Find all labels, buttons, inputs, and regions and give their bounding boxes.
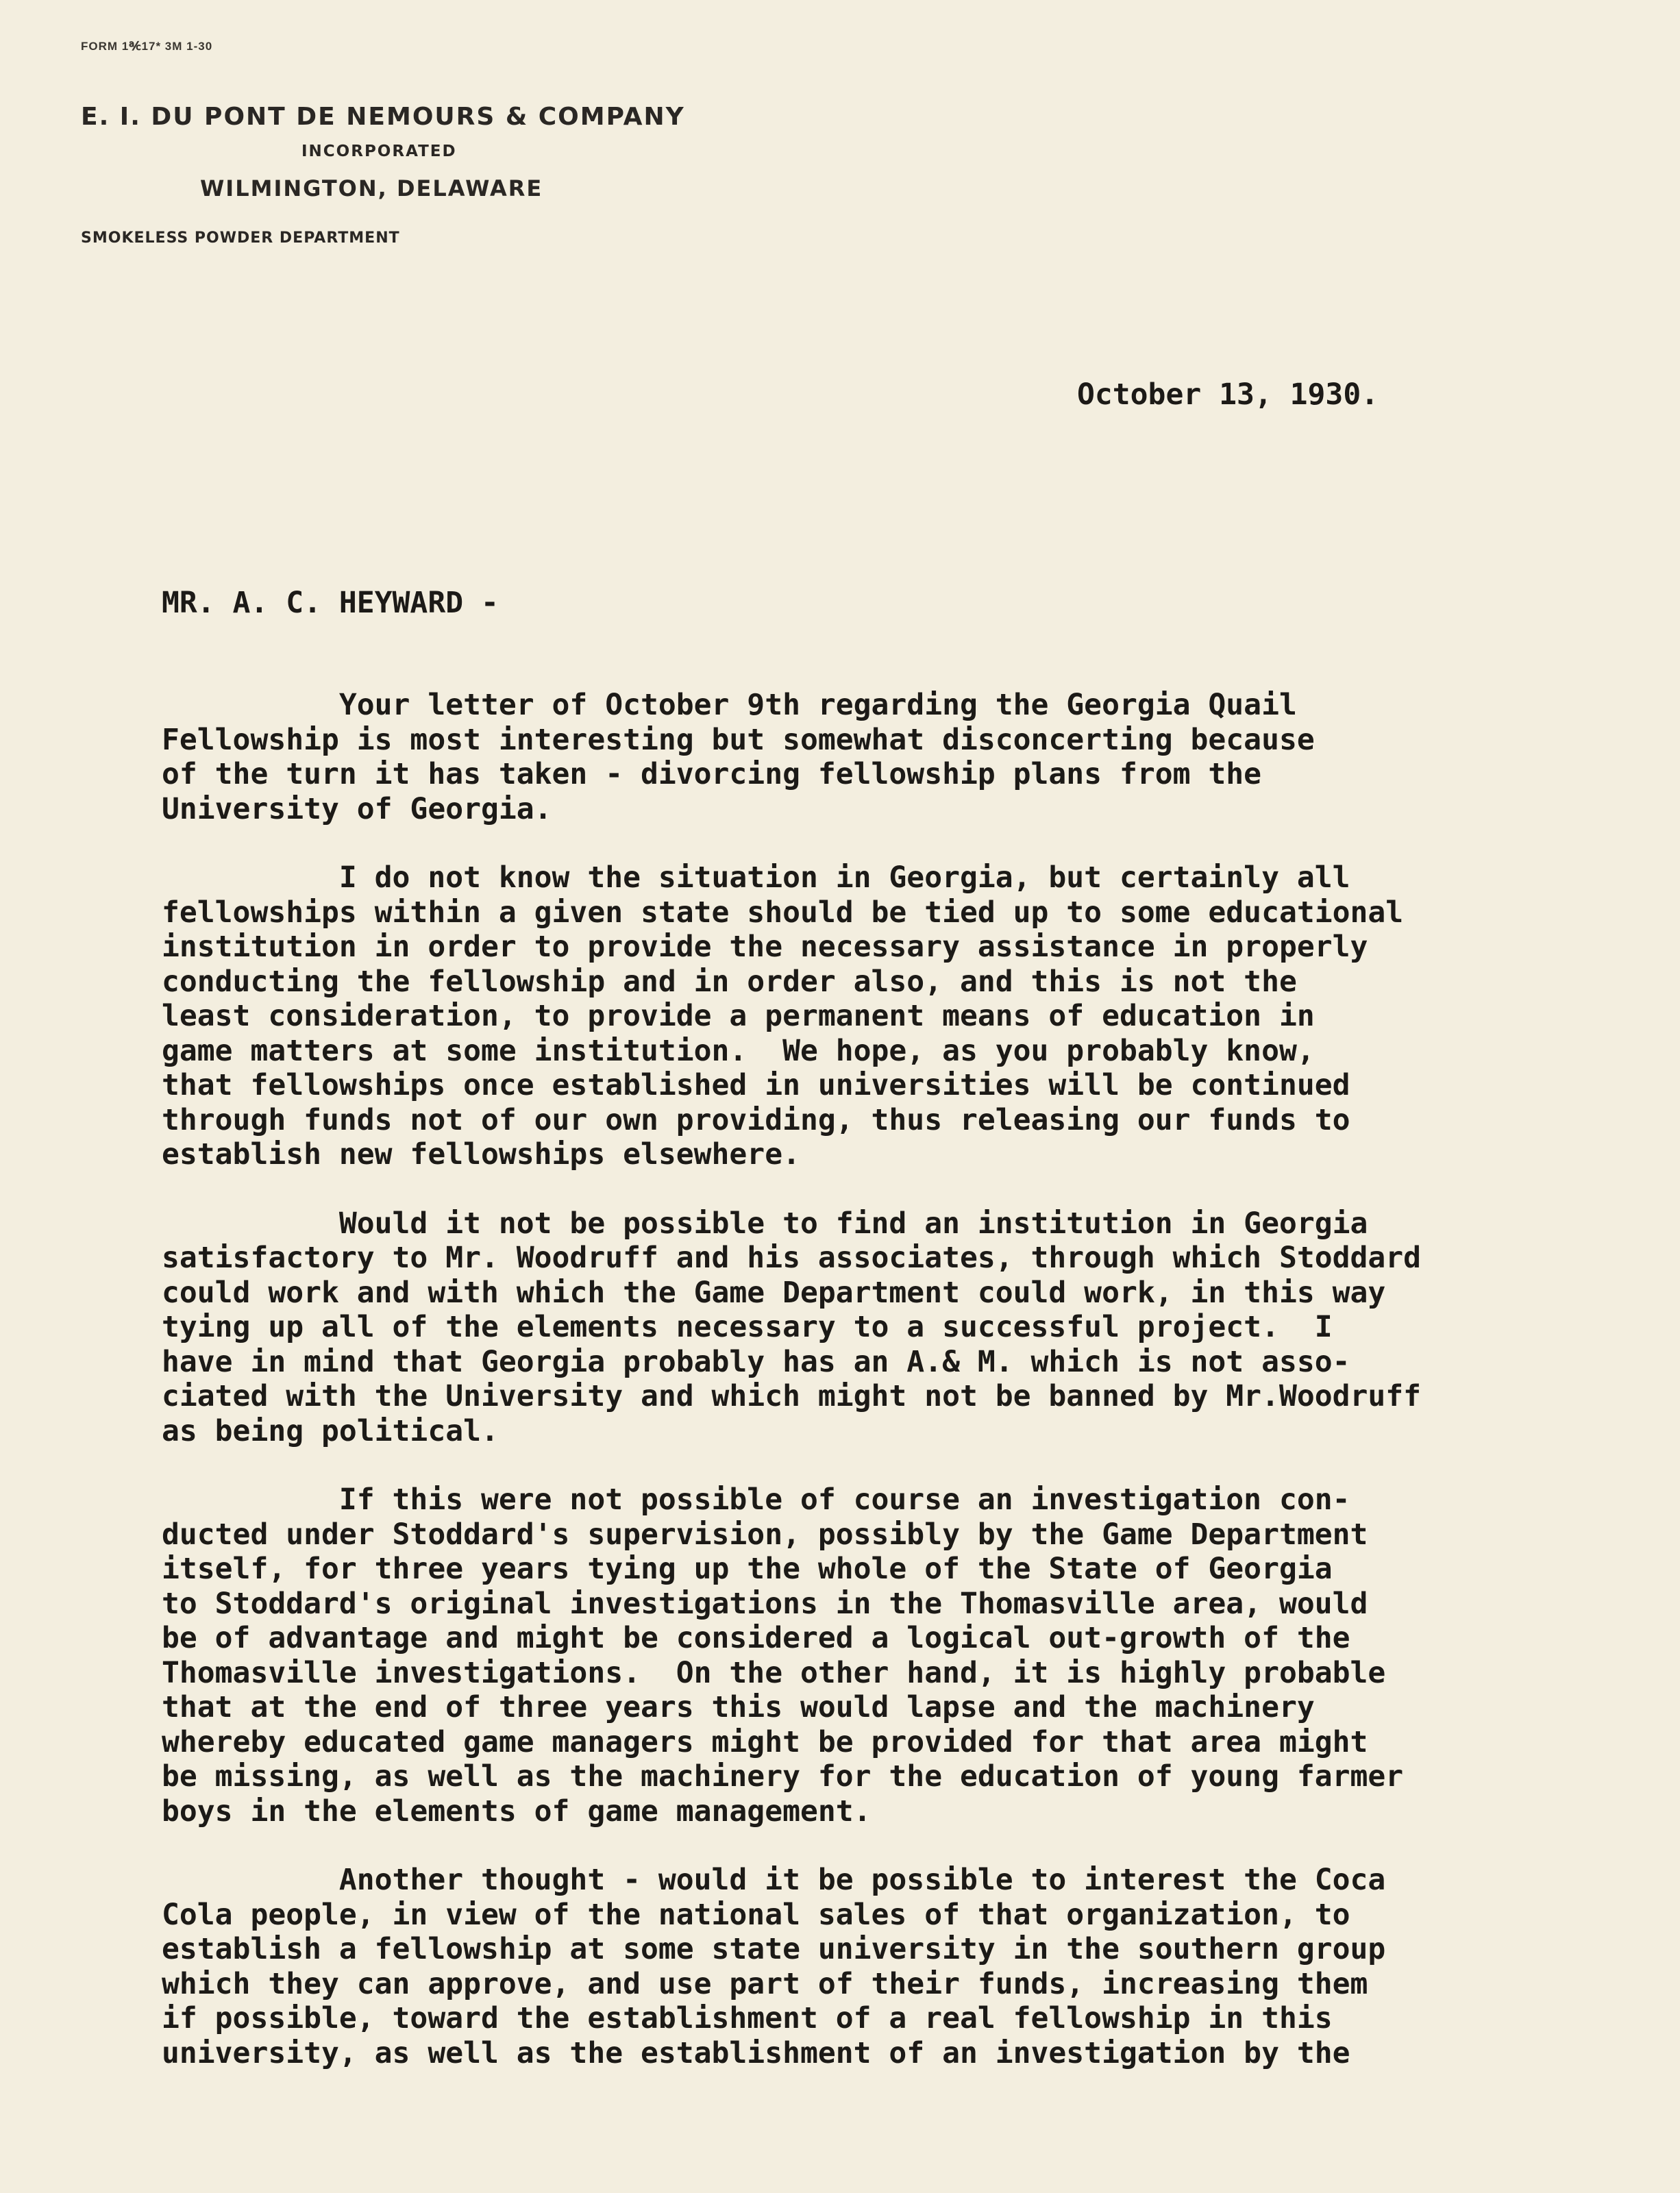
paragraph — [162, 1206, 1635, 1449]
text-line: which they can approve, and use part of their funds, increasing them — [162, 1966, 1368, 2001]
text-line: satisfactory to Mr. Woodruff and his associates, through which Stoddard — [162, 1241, 1422, 1275]
text-line: fellowships within a given state should be tied up to some educational — [162, 895, 1404, 930]
paragraph — [162, 1483, 1635, 1829]
text-line: establish new fellowships elsewhere. — [162, 1137, 800, 1172]
text-line: game matters at some institution. We hope, as you probably know, — [162, 1033, 1315, 1068]
letterhead-department: SMOKELESS POWDER DEPARTMENT — [81, 230, 400, 247]
text-line: establish a fellowship at some state university in the southern group — [162, 1932, 1386, 1966]
text-line: Another thought - would it be possible to interest the Coca — [162, 1863, 1386, 1897]
text-line: Cola people, in view of the national sales of that organization, to — [162, 1897, 1350, 1932]
text-line: Fellowship is most interesting but somewhat disconcerting because — [162, 722, 1315, 757]
text-line: that fellowships once established in universities will be continued — [162, 1068, 1350, 1102]
form-number: FORM 1℀17* 3M 1-30 — [81, 40, 213, 53]
paragraph — [162, 860, 1635, 1172]
text-line: least consideration, to provide a permanent means of education in — [162, 999, 1315, 1033]
text-line: have in mind that Georgia probably has an A.& M. which is not asso- — [162, 1344, 1350, 1379]
text-line: If this were not possible of course an investigation con- — [162, 1483, 1350, 1517]
letter-body — [162, 688, 1635, 2105]
text-line: University of Georgia. — [162, 791, 552, 826]
text-line: of the turn it has taken - divorcing fellowship plans from the — [162, 757, 1262, 791]
text-line: university, as well as the establishment of an investigation by the — [162, 2035, 1350, 2070]
text-line: Your letter of October 9th regarding the Georgia Quail — [162, 688, 1297, 722]
text-line: institution in order to provide the necessary assistance in properly — [162, 930, 1368, 964]
text-line: be of advantage and might be considered a logical out-growth of the — [162, 1621, 1350, 1655]
text-line: ducted under Stoddard's supervision, possibly by the Game Department — [162, 1517, 1368, 1552]
text-line: to Stoddard's original investigations in the Thomasville area, would — [162, 1586, 1368, 1621]
addressee: MR. A. C. HEYWARD - — [162, 586, 499, 620]
letter-date: October 13, 1930. — [1077, 377, 1379, 412]
text-line: Thomasville investigations. On the other hand, it is highly probable — [162, 1655, 1386, 1690]
text-line: could work and with which the Game Department could work, in this way — [162, 1275, 1386, 1310]
text-line: as being political. — [162, 1413, 499, 1448]
text-line: be missing, as well as the machinery for the education of young farmer — [162, 1759, 1404, 1794]
text-line: itself, for three years tying up the whole of the State of Georgia — [162, 1552, 1333, 1586]
paragraph — [162, 1863, 1635, 2070]
letterhead-incorporated: INCORPORATED — [301, 143, 457, 160]
text-line: whereby educated game managers might be provided for that area might — [162, 1724, 1368, 1759]
text-line: tying up all of the elements necessary to a successful project. I — [162, 1310, 1333, 1344]
text-line: Would it not be possible to find an institution in Georgia — [162, 1206, 1368, 1241]
text-line: conducting the fellowship and in order also, and this is not the — [162, 964, 1297, 999]
text-line: I do not know the situation in Georgia, but certainly all — [162, 860, 1350, 895]
paragraph — [162, 688, 1635, 826]
text-line: ciated with the University and which might not be banned by Mr.Woodruff — [162, 1379, 1422, 1413]
letterhead-city: WILMINGTON, DELAWARE — [200, 175, 543, 201]
letterhead-company: E. I. DU PONT DE NEMOURS & COMPANY — [81, 103, 685, 131]
text-line: that at the end of three years this would lapse and the machinery — [162, 1690, 1315, 1724]
text-line: if possible, toward the establishment of a real fellowship in this — [162, 2001, 1333, 2035]
text-line: boys in the elements of game management. — [162, 1794, 872, 1829]
text-line: through funds not of our own providing, thus releasing our funds to — [162, 1102, 1350, 1137]
